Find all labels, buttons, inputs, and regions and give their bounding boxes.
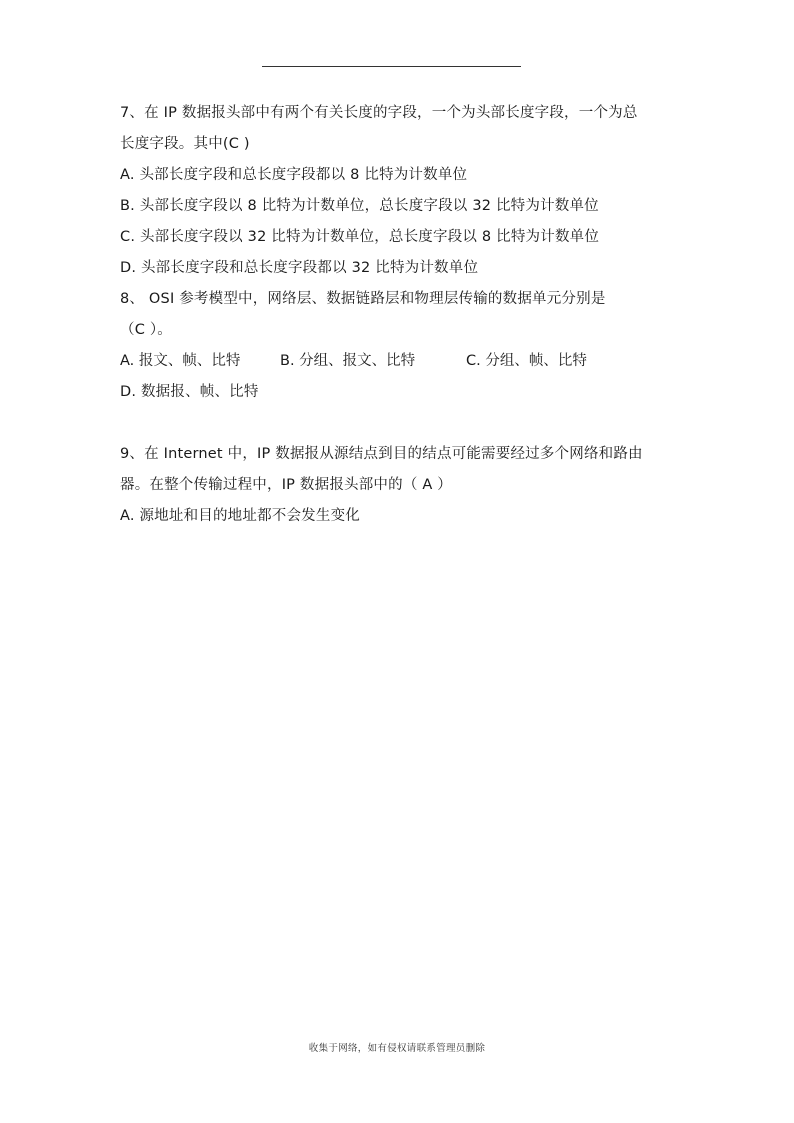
document-body <box>120 98 680 532</box>
question-9-stem-line-2: 器。在整个传输过程中，IP 数据报头部中的（ A ） <box>120 477 452 493</box>
question-7 <box>120 98 680 284</box>
question-9 <box>120 439 680 532</box>
page-footer: 收集于网络，如有侵权请联系管理员删除 <box>308 1043 486 1054</box>
question-8-option-d: D. 数据报、帧、比特 <box>120 384 259 400</box>
question-7-option-a: A. 头部长度字段和总长度字段都以 8 比特为计数单位 <box>120 167 468 183</box>
question-8-option-a: A. 报文、帧、比特 <box>120 353 241 369</box>
question-8-option-c: C. 分组、帧、比特 <box>466 353 587 369</box>
question-7-stem-line-2: 长度字段。其中(C ) <box>120 136 250 152</box>
question-7-option-d: D. 头部长度字段和总长度字段都以 32 比特为计数单位 <box>120 260 479 276</box>
question-7-option-c: C. 头部长度字段以 32 比特为计数单位，总长度字段以 8 比特为计数单位 <box>120 229 600 245</box>
question-9-option-a: A. 源地址和目的地址都不会发生变化 <box>120 508 360 524</box>
question-7-option-b: B. 头部长度字段以 8 比特为计数单位，总长度字段以 32 比特为计数单位 <box>120 198 599 214</box>
question-8-options-row <box>120 346 680 377</box>
spacer <box>120 408 680 439</box>
question-9-stem-line-1: 9、在 Internet 中，IP 数据报从源结点到目的结点可能需要经过多个网络和路由 <box>120 446 643 462</box>
header-rule <box>262 66 521 67</box>
question-8 <box>120 284 680 408</box>
question-8-stem-line-1: 8、 OSI 参考模型中，网络层、数据链路层和物理层传输的数据单元分别是 <box>120 291 606 307</box>
question-8-stem-line-2: （C ）。 <box>120 322 172 338</box>
question-8-option-b: B. 分组、报文、比特 <box>280 353 416 369</box>
question-7-stem-line-1: 7、在 IP 数据报头部中有两个有关长度的字段，一个为头部长度字段，一个为总 <box>120 105 638 121</box>
